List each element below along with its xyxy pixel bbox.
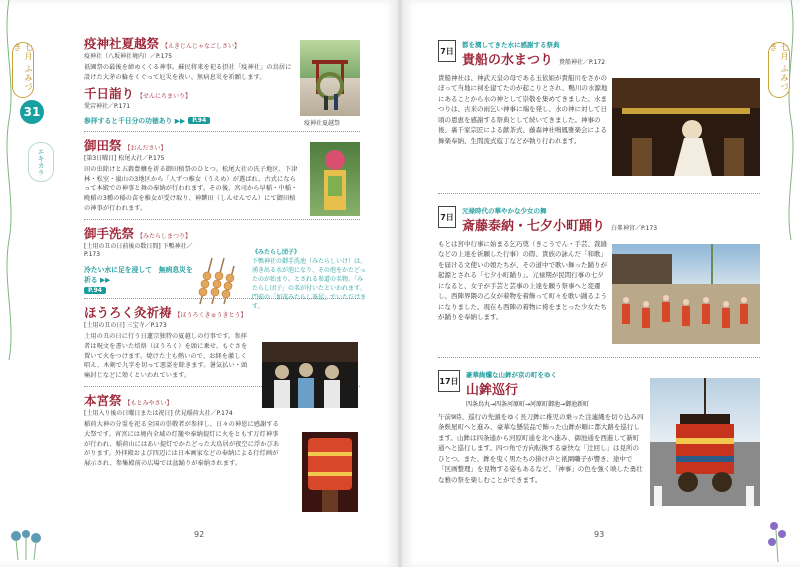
section-header xyxy=(438,40,760,69)
day-box: 7日 xyxy=(438,40,456,62)
day-box: 17日 xyxy=(438,370,460,392)
entry-motomiya xyxy=(84,393,280,468)
mitarashi-note: 《みたらし団子》 下鴨神社の御手洗池（みたらしいけ）は、湧き出る水が泡になり、その泡をかたどったのが始まり。とされる参道の名物。「みたらし団子」の名が付いたといわれます。門前の「加茂みたらし茶屋」でいただけます。 xyxy=(252,249,367,310)
photo-caption: 疫神社夏越祭 xyxy=(304,120,341,127)
section-subtitle: 豪華絢爛な山鉾が京の町をゆく xyxy=(466,371,557,379)
photo-onda xyxy=(310,142,360,216)
entry-body: 田の虫除けと五穀豊穣を祈る御田植祭のひとつ。松尾大社の氏子地区、下津林・松室・嵐山の3地区から「人ずつ稚女（うえめ）が選ばれ、古式にならって本殿での神事と舞の奉納が行われます。その後、宮司から早稲・中稲・晩稲の3種の稲の苗を稚女が受け取り、神饌田（しんせんでん）にて御田植の神事が行われます。 xyxy=(84,166,298,212)
entry-meta: 疫神社（八坂神社境内）／P.175 xyxy=(84,52,173,60)
date-badge: 31 xyxy=(20,100,44,124)
dango-illustration xyxy=(190,252,240,308)
section-body: もとは宮中行事に始まる乞巧奠（きこうでん・手芸、裁縫などの上達を祈願した行事）の際、貴族の詠んだ「和歌」を届ける文使いの娘たちが、その道中で歌い舞った踊りが起源とされる「七夕小町踊り」。元禄期が民間行事の七夕になると、女子が手芸と芸事の上達を願う祭事へと変遷し、西陣界隈の乙女が着物を着飾って町々を歌い踊るようになりました。現在も西陣の着物に袴をまとった少女たちが踊りを奉納します。 xyxy=(438,239,607,322)
photo-motomiya xyxy=(302,432,358,512)
entry-meta: [第3日曜日] 松尾大社／P.175 xyxy=(84,154,165,162)
month-tab: 七月 ふみづき xyxy=(12,42,34,98)
entry-mitarashi xyxy=(84,226,194,292)
entry-ekijinja xyxy=(84,36,296,82)
entry-title: ほうろく灸祈祷 【ほうろくきゅうきとう】 xyxy=(84,305,247,321)
see-page-link[interactable]: 参拝すると千日分の功徳あり ▶▶ P.94 xyxy=(84,115,296,125)
entry-title: 本宮祭 【もとみやさい】 xyxy=(84,393,173,409)
entry-title: 疫神社夏越祭 【えきじんじゃなごしさい】 xyxy=(84,36,241,51)
entry-meta: [土用入り後の日曜日または祝日] 伏見稲荷大社／P.174 xyxy=(84,410,233,417)
divider xyxy=(438,193,760,194)
section-title: 貴船の水まつり xyxy=(462,53,554,68)
entry-title: 御田祭 【おんださい】 xyxy=(84,138,167,154)
divider xyxy=(84,219,360,220)
flower-decoration xyxy=(6,522,46,562)
divider xyxy=(84,131,360,132)
section-location: 四条烏丸→四条河原町→河原町御池→御池新町 xyxy=(466,400,590,408)
page-number: 93 xyxy=(594,530,605,539)
photo-kifune xyxy=(612,78,760,176)
section-body: 貴船神社は、神武天皇の母である玉依姫が貴船川をさかのぼって当地に祠を建てたのが起こりとされ、鴨川の水源地にあることから水の神として崇敬を集めてきました。水まつりは、古来の雨乞い神事に端を発し、水の神に対して日頃の恩恵を感謝する祭典として続いてきました。神事の後、裏千家宗匠による献茶式、藤森神社鳴鳳雅楽会による舞楽奉納、生間流式庖丁などが執り行われます。 xyxy=(438,73,608,145)
entry-meta: [土用の丑の日前後の数日間] 下鴨神社／P.173 xyxy=(84,242,193,259)
section-subtitle: 都を潤してきた水に感謝する祭典 xyxy=(462,41,560,49)
entry-title: 千日詣り 【せんにちまいり】 xyxy=(84,86,192,102)
divider xyxy=(438,357,760,358)
ekikara-tab: エキカラ xyxy=(28,142,54,182)
flower-decoration xyxy=(760,516,794,562)
section-title: 斎藤泰納・七夕小町踊り xyxy=(462,219,606,234)
entry-horoku xyxy=(84,305,252,380)
see-page-link[interactable]: 冷たい水に足を浸して 無病息災を祈る ▶▶ P.94 xyxy=(84,265,193,294)
photo-tanabata xyxy=(612,244,760,344)
section-location: 貴船神社／P.172 xyxy=(559,59,606,66)
photo-horoku xyxy=(262,342,358,408)
day-box: 7日 xyxy=(438,206,456,228)
section-subtitle: 元禄時代の華やかな少女の舞 xyxy=(462,207,547,215)
section-location: 白峯神宮／P.173 xyxy=(611,225,658,232)
left-page xyxy=(0,0,398,567)
section-title: 山鉾巡行 xyxy=(466,383,519,398)
entry-meta: 愛宕神社／P.171 xyxy=(84,102,131,110)
entry-meta: [土用の丑の日] 三宝寺／P.173 xyxy=(84,321,167,329)
entry-onda xyxy=(84,138,300,213)
photo-yamahoko xyxy=(650,378,760,506)
right-page xyxy=(402,0,800,567)
photo-ekijinja xyxy=(300,40,360,116)
entry-body: 土用の丑の日に行う日蓮宗独特の夏越しの行事です。参拝者は呪文を書いた焙烙（ほうろく）を頭に乗せ、もぐさを置いて火をつけます。焼けた土も熱いので、お経を激しく唱え、木剣で九字を切って悪霊を除きます。暑気払い・頭痛封じなどに効くといわれています。 xyxy=(84,333,248,379)
section-body: 午前9時、巡行の先頭をゆく長刀鉾に稚児の乗った注連縄を切り込み四条麩屋町へと進み、豪華な懸装品で飾った山鉾が順に都大路を巡行します。山鉾は四条通から河原町通を北へ進み、御池通を西進して新町通へと巡行します。四つ角で方向転換する豪快な「辻回し」は見所のひとつ。また、鉾を曳く男たちの掛け声と祇園囃子が響き、途中で「区画整理」を見物する姿もあるなど、「神事」の色を強く映した勇壮な雅の祭を楽しむことができます。 xyxy=(438,412,644,484)
entry-title: 御手洗祭 【みたらしまつり】 xyxy=(84,226,192,242)
entry-body: 祇園祭の最後を締めくくる神事。蘇民将来を祀る摂社「疫神社」の鳥居に設けた大茅の輪をくぐって厄災を祓い、無病息災を祈願します。 xyxy=(84,64,292,81)
entry-body: 稲荷大神の分霊を祀る全国の崇敬者が参拝し、日々の神恩に感謝する大祭です。宵宮には境内全域の灯籠や奉納提灯に火をともす万灯神事が行われ、稲荷山にはあい提灯でかたどった大鳥居が夜空に浮かびあがります。外拝殿および四辺には日本画家などの奉納による行灯画が展示され、参集殿前の広場では盆踊りが奉納されます。 xyxy=(84,421,280,467)
entry-sennichi xyxy=(84,86,296,125)
month-tab: 七月 ふみづき xyxy=(768,42,790,98)
section-header xyxy=(438,206,760,235)
page-number: 92 xyxy=(194,530,205,539)
